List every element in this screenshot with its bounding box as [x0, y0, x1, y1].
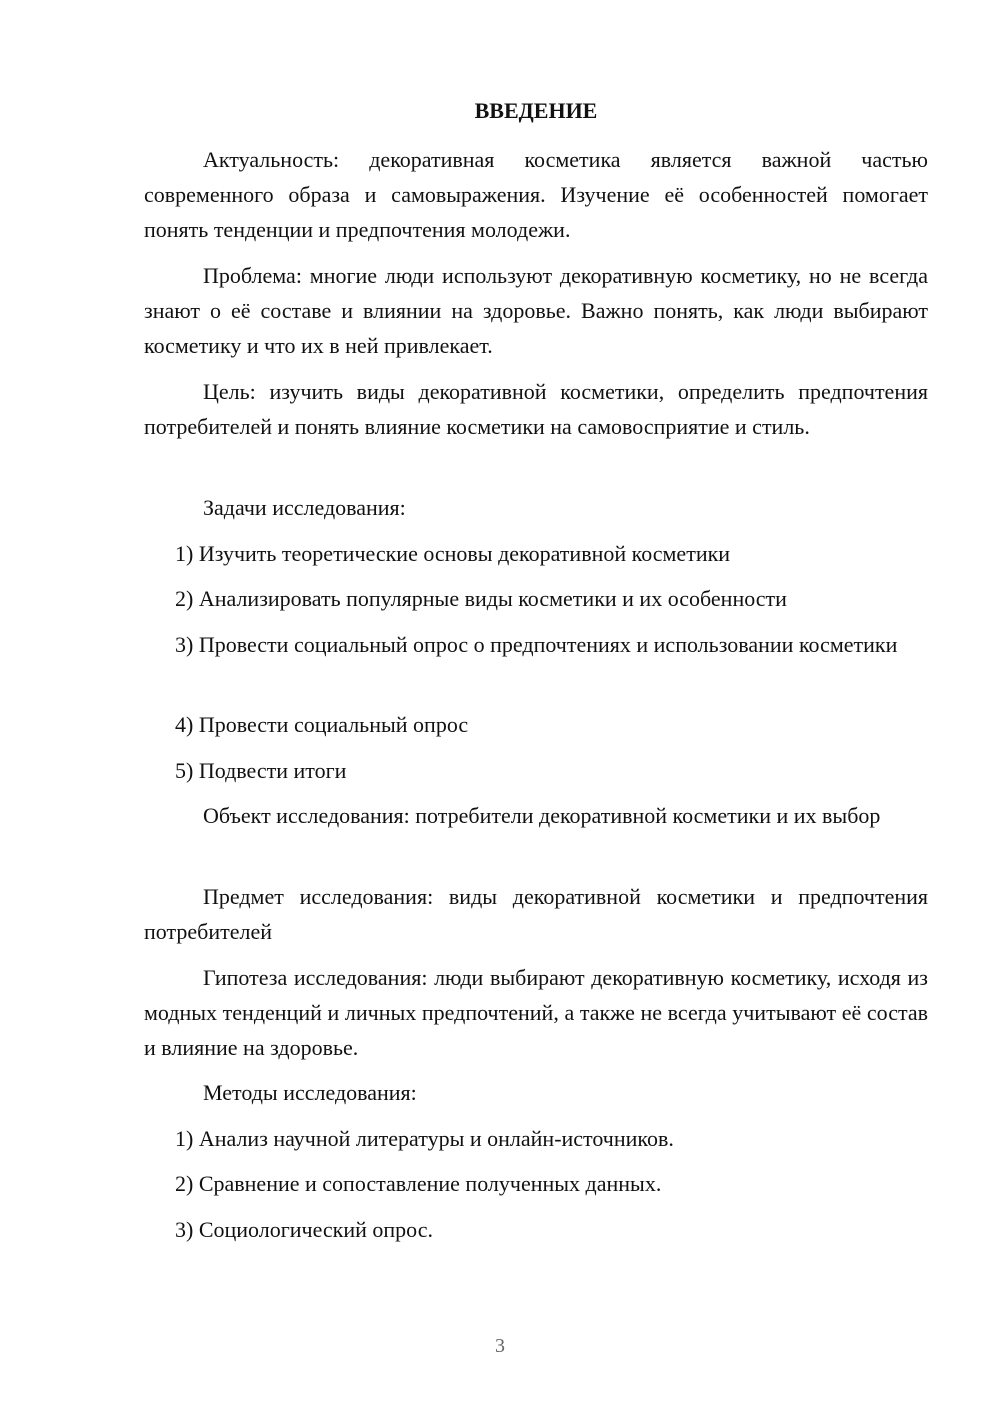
page-number: 3 [495, 1335, 505, 1357]
paragraph-subject: Предмет исследования: виды декоративной косметики и предпочтения потребителей [144, 884, 928, 944]
task-item-3: 3) Провести социальный опрос о предпочтениях и использовании косметики [175, 632, 898, 657]
section-heading: ВВЕДЕНИЕ [474, 98, 598, 123]
methods-heading: Методы исследования: [203, 1080, 417, 1105]
tasks-heading: Задачи исследования: [203, 495, 406, 520]
task-item-2: 2) Анализировать популярные виды косметики и их особенности [175, 586, 787, 611]
method-item-3: 3) Социологический опрос. [175, 1217, 433, 1242]
paragraph-hypothesis: Гипотеза исследования: люди выбирают декоративную косметику, исходя из модных тенденций и личных предпочтений, а также не всегда учитывают её состав и влияние на здоровье. [144, 965, 928, 1060]
task-item-4: 4) Провести социальный опрос [175, 712, 469, 737]
paragraph-object: Объект исследования: потребители декоративной косметики и их выбор [203, 803, 881, 828]
paragraph-problem: Проблема: многие люди используют декоративную косметику, но не всегда знают о её составе и влиянии на здоровье. Важно понять, как люди выбирают косметику и что их в ней привлекает. [144, 263, 928, 358]
task-item-5: 5) Подвести итоги [175, 758, 347, 783]
method-item-1: 1) Анализ научной литературы и онлайн-источников. [175, 1126, 674, 1151]
method-item-2: 2) Сравнение и сопоставление полученных данных. [175, 1171, 662, 1196]
task-item-1: 1) Изучить теоретические основы декоративной косметики [175, 541, 731, 566]
paragraph-relevance: Актуальность: декоративная косметика является важной частью современного образа и самовыражения. Изучение её особенностей помогает понять тенденции и предпочтения молодежи. [144, 147, 928, 242]
paragraph-goal: Цель: изучить виды декоративной косметики, определить предпочтения потребителей и понять влияние косметики на самовосприятие и стиль. [144, 379, 928, 439]
